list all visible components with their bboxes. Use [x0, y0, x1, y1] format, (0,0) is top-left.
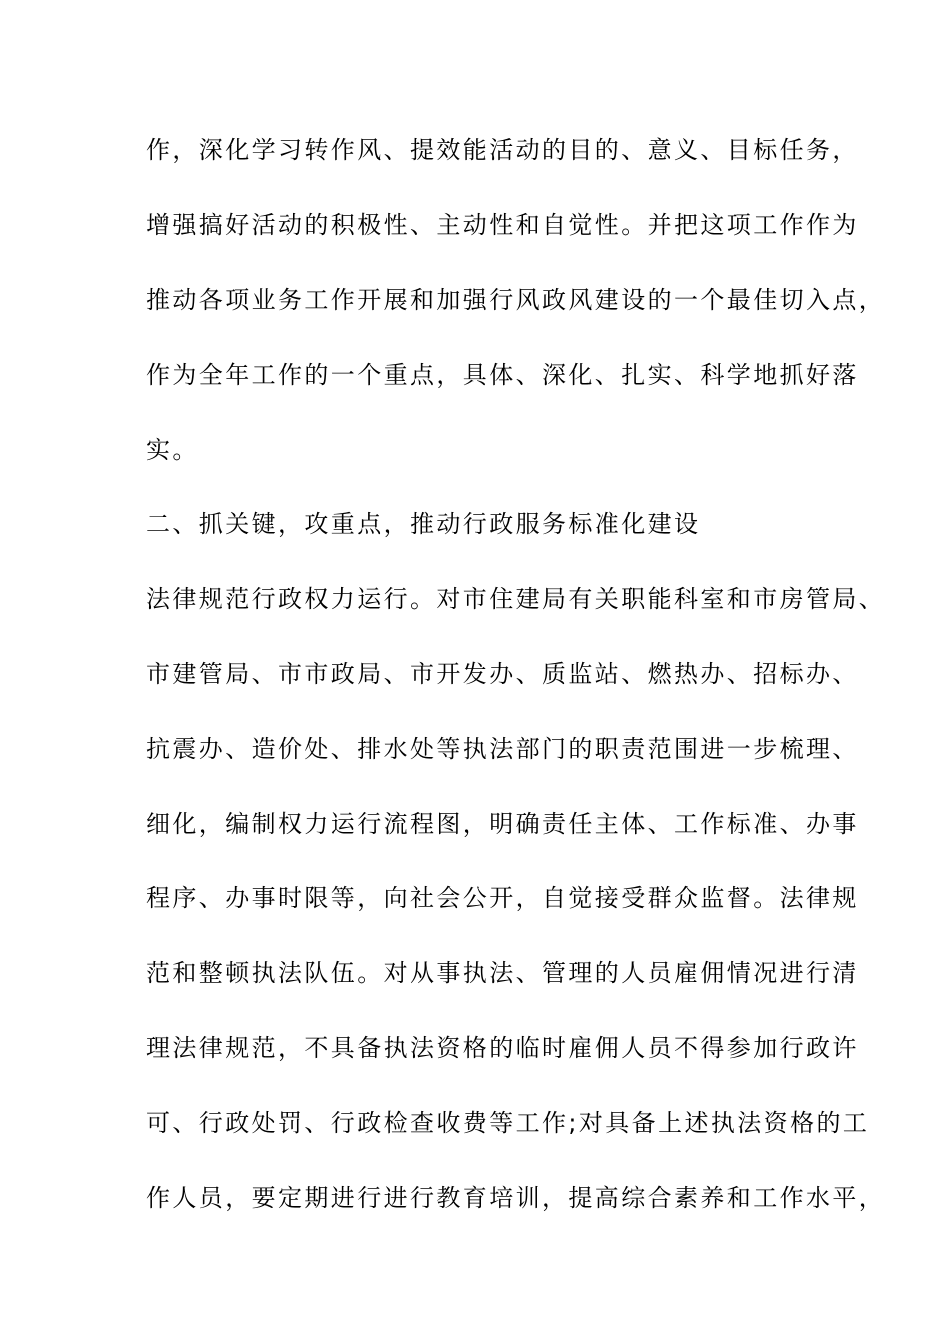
paragraph-2-line-2: 市建管局、市市政局、市开发办、质监站、燃热办、招标办、 [146, 660, 859, 688]
paragraph-2-line-6: 范和整顿执法队伍。对从事执法、管理的人员雇佣情况进行清 [146, 959, 859, 987]
paragraph-2-line-5: 程序、办事时限等，向社会公开，自觉接受群众监督。法律规 [146, 884, 859, 912]
paragraph-2-line-7: 理法律规范，不具备执法资格的临时雇佣人员不得参加行政许 [146, 1034, 859, 1062]
paragraph-1-line-2: 增强搞好活动的积极性、主动性和自觉性。并把这项工作作为 [146, 211, 859, 239]
section-heading: 二、抓关键，攻重点，推动行政服务标准化建设 [146, 510, 701, 538]
paragraph-1-line-5: 实。 [146, 436, 199, 464]
paragraph-1-line-1: 作，深化学习转作风、提效能活动的目的、意义、目标任务， [146, 136, 859, 164]
paragraph-2-line-9: 作人员，要定期进行进行教育培训，提高综合素养和工作水平， [146, 1184, 886, 1212]
paragraph-1-line-3: 推动各项业务工作开展和加强行风政风建设的一个最佳切入点， [146, 286, 886, 314]
paragraph-2-line-8: 可、行政处罚、行政检查收费等工作;对具备上述执法资格的工 [146, 1109, 870, 1137]
paragraph-1-line-4: 作为全年工作的一个重点，具体、深化、扎实、科学地抓好落 [146, 361, 859, 389]
paragraph-2-line-3: 抗震办、造价处、排水处等执法部门的职责范围进一步梳理、 [146, 735, 859, 763]
paragraph-2-line-4: 细化，编制权力运行流程图，明确责任主体、工作标准、办事 [146, 810, 859, 838]
paragraph-2-line-1: 法律规范行政权力运行。对市住建局有关职能科室和市房管局、 [146, 585, 886, 613]
